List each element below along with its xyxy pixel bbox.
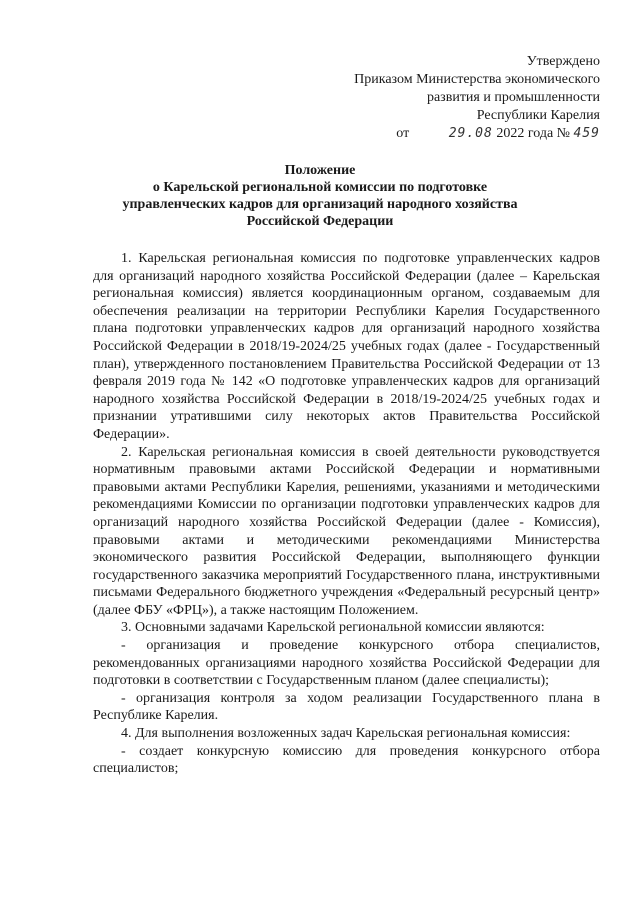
handwritten-number: 459 [573, 126, 600, 141]
document-title [90, 162, 550, 230]
title-line-2: о Карельской региональной комиссии по подготовке [152, 180, 488, 195]
paragraph-6: 4. Для выполнения возложенных задач Карельская региональная комиссия: [121, 726, 571, 742]
approval-line-ministry: развития и промышленности [426, 90, 600, 105]
approval-line-republic: Республики Карелия [476, 108, 600, 123]
date-suffix: 2022 года № [496, 126, 571, 141]
date-prefix: от [396, 126, 410, 141]
paragraph-7: - создает конкурсную комиссию для проведения конкурсного отбора специалистов; [93, 743, 600, 777]
paragraph-4: - организация и проведение конкурсного отбора специалистов, рекомендованных организациями народного хозяйства Российской Федерации для подготовки в соответствии с Государственным планом (далее специалисты); [93, 638, 600, 689]
document-body [93, 250, 600, 778]
title-line-1: Положение [284, 163, 356, 178]
approval-line-approved: Утверждено [526, 54, 600, 69]
approval-line-date [300, 125, 600, 143]
paragraph-5: - организация контроля за ходом реализации Государственного плана в Республике Карелия. [93, 690, 600, 724]
paragraph-3: 3. Основными задачами Карельской региональной комиссии являются: [121, 620, 545, 636]
title-line-4: Российской Федерации [246, 214, 394, 229]
approval-block [300, 53, 600, 143]
title-line-3: управленческих кадров для организаций народного хозяйства [122, 197, 518, 212]
paragraph-1: 1. Карельская региональная комиссия по подготовке управленческих кадров для организаций народного хозяйства Российской Федерации (далее – Карельская региональная комиссия) является координационным органом, создаваемым для обеспечения реализации на территории Республики Карелия Государственного плана подготовки управленческих кадров для организаций народного хозяйства Российской Федерации в 2018/19-2024/25 учебных годах (далее - Государственный план), утвержденного постановлением Правительства Российской Федерации от 13 февраля 2019 года № 142 «О подготовке управленческих кадров для организаций народного хозяйства Российской Федерации в 2018/19-2024/25 учебных годах и признании утратившими силу некоторых актов Правительства Российской Федерации». [93, 251, 600, 442]
approval-line-order: Приказом Министерства экономического [354, 72, 600, 87]
handwritten-date: 29.08 [448, 126, 493, 141]
paragraph-2: 2. Карельская региональная комиссия в своей деятельности руководствуется нормативным правовыми актами Российской Федерации и нормативными правовыми актами Республики Карелия, решениями, указаниями и методическими рекомендациями Комиссии по организации подготовки управленческих кадров для организаций народного хозяйства Российской Федерации (далее - Комиссия), правовыми актами и методическими рекомендациями Министерства экономического развития Российской Федерации, выполняющего функции государственного заказчика мероприятий Государственного плана, инструктивными письмами Федерального бюджетного учреждения «Федеральный ресурсный центр» (далее ФБУ «ФРЦ»), а также настоящим Положением. [93, 444, 600, 618]
